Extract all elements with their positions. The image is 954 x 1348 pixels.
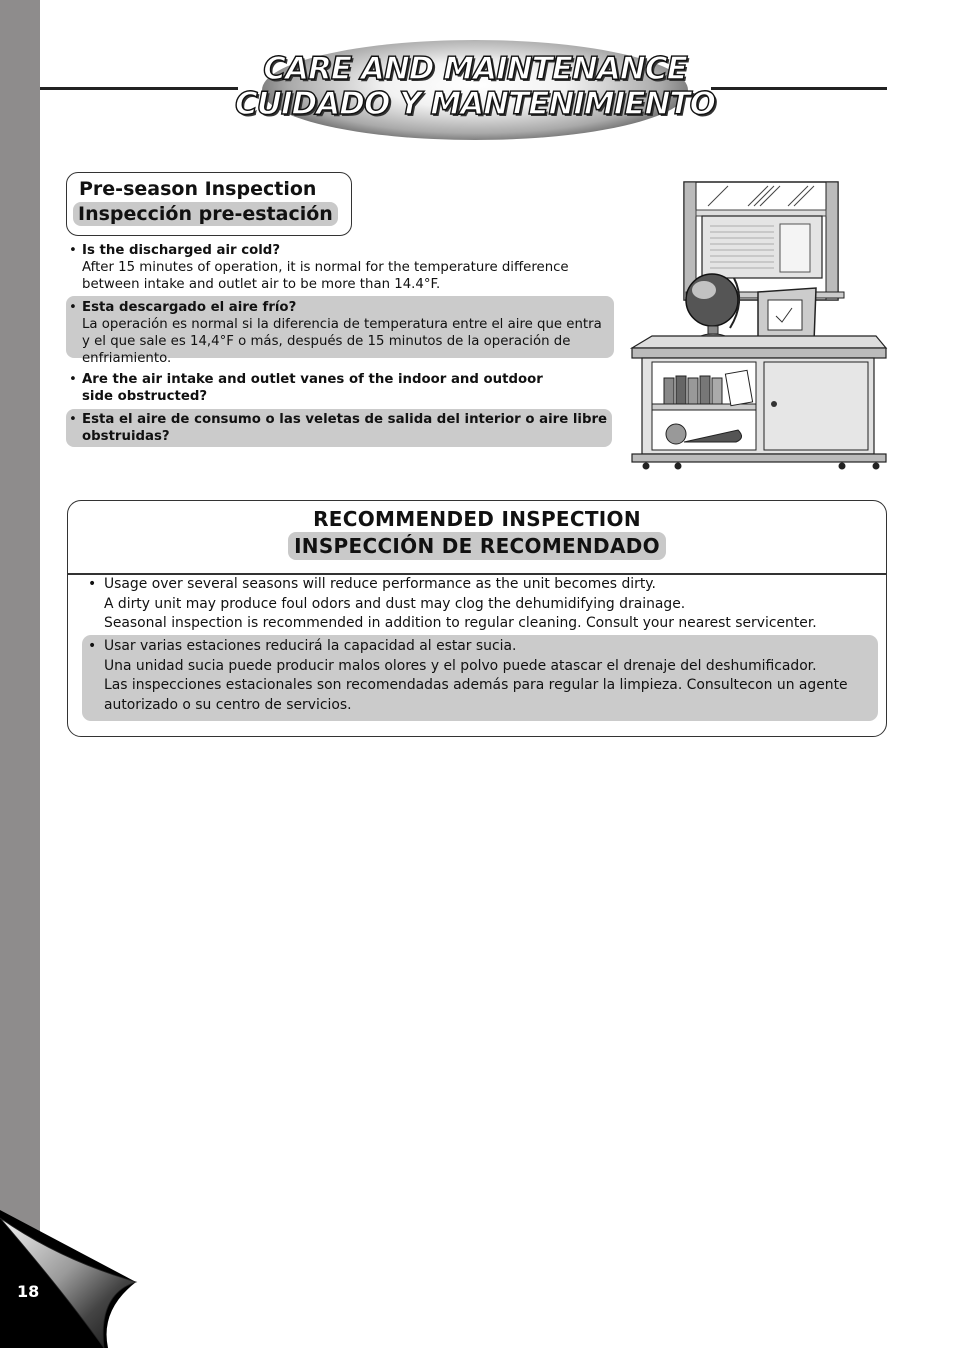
room-air-conditioner-illustration [628, 180, 890, 472]
recommended-en-line-2: A dirty unit may produce foul odors and dust may clog the dehumidifying drainage. [104, 595, 686, 612]
preseason-heading-es: Inspección pre-estación [73, 202, 338, 226]
recommended-text-en [82, 575, 878, 634]
bullet: • [88, 576, 97, 592]
recommended-inspection-box [67, 500, 887, 737]
bullet: • [69, 300, 77, 315]
preseason-heading-box [66, 172, 352, 236]
bullet: • [69, 372, 77, 387]
preseason-item-3 [66, 371, 614, 405]
item-question: Are the air intake and outlet vanes of the indoor and outdoor side obstructed? [82, 372, 543, 404]
page-title-es: CUIDADO Y MANTENIMIENTO [235, 86, 715, 122]
preseason-item-2 [66, 296, 614, 366]
recommended-es-line-2: Una unidad sucia puede producir malos olores y el polvo puede atascar el drenaje del deshumificador. [104, 657, 817, 674]
recommended-es-line-3: Las inspecciones estacionales son recomendadas además para regular la limpieza. Consultecon un agente autorizado o su centro de servicios. [104, 677, 848, 713]
recommended-text-es [82, 635, 878, 721]
page-title [200, 52, 750, 122]
item-body: After 15 minutes of operation, it is normal for the temperature difference between intake and outlet air to be more than 14.4°F. [82, 260, 569, 292]
recommended-en-line-1: Usage over several seasons will reduce performance as the unit becomes dirty. [104, 576, 656, 592]
recommended-heading-es: INSPECCIÓN DE RECOMENDADO [288, 532, 666, 560]
bullet: • [69, 412, 77, 427]
page-curl-corner [0, 1210, 140, 1348]
recommended-es-line-1: Usar varias estaciones reducirá la capacidad al estar sucia. [104, 638, 517, 654]
recommended-en-line-3: Seasonal inspection is recommended in addition to regular cleaning. Consult your nearest servicenter. [104, 615, 817, 631]
page-title-en: CARE AND MAINTENANCE [263, 51, 687, 87]
left-sidebar [0, 0, 40, 1348]
preseason-heading-en: Pre-season Inspection [79, 178, 317, 200]
bullet: • [88, 638, 97, 654]
page-number: 18 [17, 1282, 40, 1301]
item-question: Is the discharged air cold? [82, 243, 281, 258]
recommended-heading-en: RECOMMENDED INSPECTION [313, 507, 641, 531]
bullet: • [69, 243, 77, 258]
item-question: Esta el aire de consumo o las veletas de salida del interior o aire libre obstruidas? [82, 412, 608, 444]
preseason-item-1 [66, 242, 614, 293]
item-question: Esta descargado el aire frío? [82, 300, 297, 315]
preseason-item-4 [66, 409, 612, 447]
item-body: La operación es normal si la diferencia de temperatura entre el aire que entra y el que sale es 14,4°F o más, después de 15 minutos de la operación de enfriamiento. [82, 317, 602, 366]
